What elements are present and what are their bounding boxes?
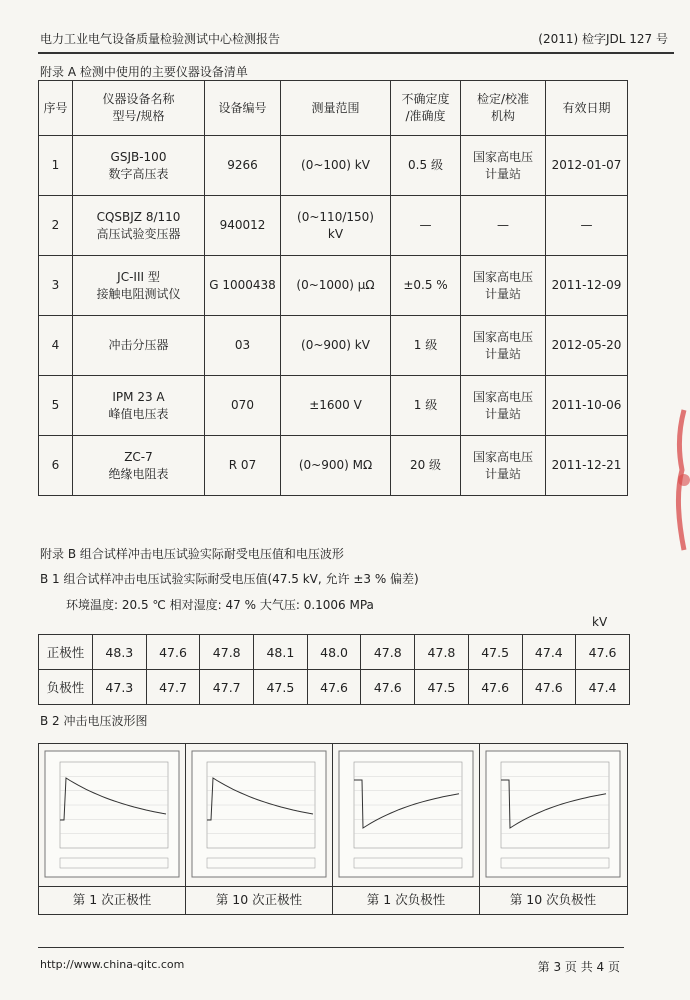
accuracy: 20 级 (391, 436, 461, 496)
polarity-label: 正极性 (39, 635, 93, 670)
instrument-name: IPM 23 A 峰值电压表 (73, 376, 205, 436)
instrument-name: 冲击分压器 (73, 316, 205, 376)
measurement-range: (0~900) MΩ (281, 436, 391, 496)
table-row (39, 256, 628, 316)
waveform-plot (44, 750, 180, 878)
device-id: R 07 (205, 436, 281, 496)
column-header: 检定/校准 机构 (461, 81, 546, 136)
column-header: 设备编号 (205, 81, 281, 136)
footer-divider (38, 947, 624, 948)
accuracy: ±0.5 % (391, 256, 461, 316)
polarity-label: 负极性 (39, 670, 93, 705)
calibration-org: 国家高电压 计量站 (461, 376, 546, 436)
report-header-title: 电力工业电气设备质量检验测试中心检测报告 (40, 32, 281, 46)
section-b1-title: B 1 组合试样冲击电压试验实际耐受电压值(47.5 kV, 允许 ±3 % 偏差) (40, 572, 419, 586)
waveform-caption: 第 10 次正极性 (215, 892, 303, 907)
device-id: 940012 (205, 196, 281, 256)
row-number: 2 (39, 196, 73, 256)
device-id: 03 (205, 316, 281, 376)
column-header: 不确定度 /准确度 (391, 81, 461, 136)
table-row (39, 635, 630, 670)
table-row (39, 670, 630, 705)
calibration-org: 国家高电压 计量站 (461, 436, 546, 496)
footer-url: http://www.china-qitc.com (40, 958, 185, 971)
waveform-caption: 第 10 次负极性 (509, 892, 597, 907)
voltage-unit: kV (592, 615, 608, 629)
voltage-value: 47.6 (576, 635, 630, 670)
valid-date: 2011-10-06 (546, 376, 628, 436)
voltage-value: 47.7 (200, 670, 254, 705)
column-header: 仪器设备名称 型号/规格 (73, 81, 205, 136)
measurement-range: (0~900) kV (281, 316, 391, 376)
table-row (39, 136, 628, 196)
report-number: (2011) 检字JDL 127 号 (538, 32, 668, 46)
withstand-voltage-table (38, 634, 630, 705)
table-row (39, 316, 628, 376)
instrument-table-header (39, 81, 628, 136)
appendix-a-title: 附录 A 检测中使用的主要仪器设备清单 (40, 65, 248, 79)
accuracy: 0.5 级 (391, 136, 461, 196)
accuracy: 1 级 (391, 316, 461, 376)
seal-stamp-edge (670, 400, 690, 560)
valid-date: 2012-01-07 (546, 136, 628, 196)
column-header: 序号 (39, 81, 73, 136)
valid-date: 2012-05-20 (546, 316, 628, 376)
instrument-name: JC-III 型 接触电阻测试仪 (73, 256, 205, 316)
voltage-value: 47.3 (93, 670, 147, 705)
valid-date: 2011-12-09 (546, 256, 628, 316)
accuracy: 1 级 (391, 376, 461, 436)
row-number: 5 (39, 376, 73, 436)
page-number: 第 3 页 共 4 页 (537, 960, 620, 974)
voltage-value: 47.6 (146, 635, 200, 670)
instrument-name: ZC-7 绝缘电阻表 (73, 436, 205, 496)
instrument-table (38, 80, 628, 496)
waveform-caption: 第 1 次负极性 (366, 892, 446, 907)
voltage-value: 47.4 (576, 670, 630, 705)
voltage-value: 47.7 (146, 670, 200, 705)
waveform-plot (485, 750, 621, 878)
waveform-column (39, 744, 186, 914)
voltage-value: 47.4 (522, 635, 576, 670)
voltage-value: 47.8 (200, 635, 254, 670)
row-number: 1 (39, 136, 73, 196)
table-row (39, 196, 628, 256)
voltage-value: 47.8 (415, 635, 469, 670)
voltage-value: 48.0 (307, 635, 361, 670)
voltage-value: 47.5 (468, 635, 522, 670)
column-header: 测量范围 (281, 81, 391, 136)
voltage-value: 47.5 (415, 670, 469, 705)
waveform-column (186, 744, 333, 914)
device-id: 070 (205, 376, 281, 436)
calibration-org: — (461, 196, 546, 256)
voltage-value: 47.6 (307, 670, 361, 705)
measurement-range: (0~100) kV (281, 136, 391, 196)
voltage-value: 48.3 (93, 635, 147, 670)
device-id: 9266 (205, 136, 281, 196)
waveform-plot (338, 750, 474, 878)
column-header: 有效日期 (546, 81, 628, 136)
table-row (39, 376, 628, 436)
environment-conditions: 环境温度: 20.5 ℃ 相对湿度: 47 % 大气压: 0.1006 MPa (66, 598, 374, 612)
voltage-value: 47.6 (522, 670, 576, 705)
waveform-column (480, 744, 627, 914)
measurement-range: ±1600 V (281, 376, 391, 436)
measurement-range: (0~110/150) kV (281, 196, 391, 256)
row-number: 3 (39, 256, 73, 316)
calibration-org: 国家高电压 计量站 (461, 256, 546, 316)
row-number: 6 (39, 436, 73, 496)
instrument-name: CQSBJZ 8/110 高压试验变压器 (73, 196, 205, 256)
row-number: 4 (39, 316, 73, 376)
voltage-value: 47.6 (468, 670, 522, 705)
voltage-value: 47.5 (254, 670, 308, 705)
device-id: G 1000438 (205, 256, 281, 316)
waveform-column (333, 744, 480, 914)
instrument-name: GSJB-100 数字高压表 (73, 136, 205, 196)
calibration-org: 国家高电压 计量站 (461, 316, 546, 376)
voltage-value: 47.6 (361, 670, 415, 705)
waveform-caption: 第 1 次正极性 (72, 892, 152, 907)
valid-date: 2011-12-21 (546, 436, 628, 496)
section-b2-title: B 2 冲击电压波形图 (40, 714, 148, 728)
waveform-panel (38, 743, 628, 915)
calibration-org: 国家高电压 计量站 (461, 136, 546, 196)
voltage-value: 47.8 (361, 635, 415, 670)
appendix-b-title: 附录 B 组合试样冲击电压试验实际耐受电压值和电压波形 (40, 547, 344, 561)
accuracy: — (391, 196, 461, 256)
table-row (39, 436, 628, 496)
measurement-range: (0~1000) μΩ (281, 256, 391, 316)
header-divider (38, 52, 674, 54)
voltage-value: 48.1 (254, 635, 308, 670)
valid-date: — (546, 196, 628, 256)
waveform-plot (191, 750, 327, 878)
